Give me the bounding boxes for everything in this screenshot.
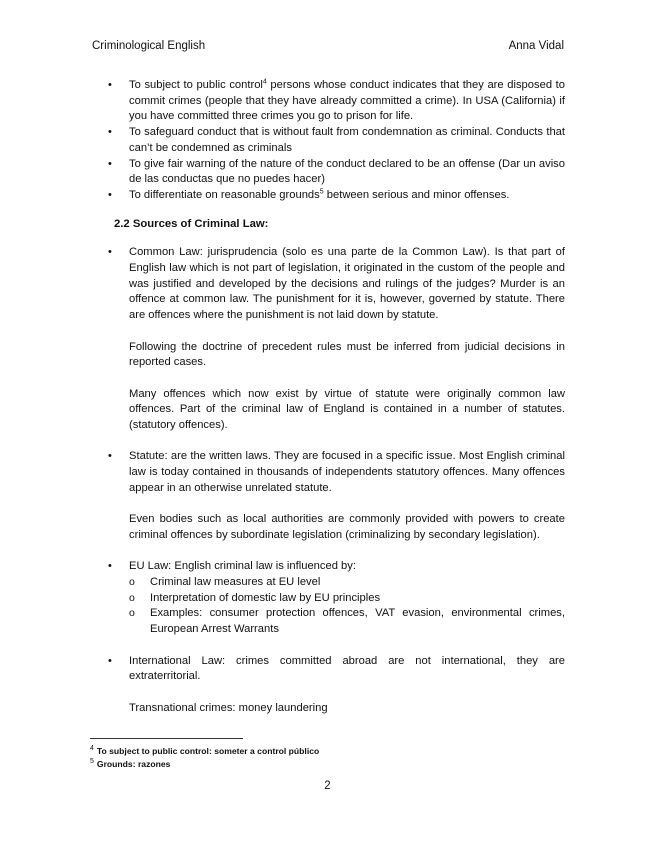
common-law-statutory: Many offences which now exist by virtue of statute were originally common law offences. Part of the criminal law of England is contained in a number of statutes. (statutory offences). — [129, 387, 565, 432]
statute-text: • Statute: are the written laws. They are focused in a specific issue. Most English criminal law is today contained in thousands of independents statutory offences. Many offences appear in an otherwise unrelated statute. — [129, 450, 565, 494]
list-item-international-law — [108, 654, 565, 717]
page-body — [108, 78, 565, 716]
footnote-ref[interactable]: 5 — [319, 188, 324, 196]
footnote-5: $^5$ Grounds: razones — [90, 758, 171, 769]
page-number: 2 — [324, 780, 331, 792]
statute-subordinate: Even bodies such as local authorities are commonly provided with powers to create criminal offences by subordinate legislation (criminalizing by secondary legislation). — [129, 513, 565, 541]
header-title: Criminological English — [92, 40, 206, 52]
aims-list — [108, 78, 565, 204]
list-item-eu-law — [108, 559, 565, 653]
eu-law-sublist — [129, 575, 565, 638]
list-item-statute — [108, 449, 565, 559]
footnote-divider — [90, 738, 243, 739]
international-law-text: • International Law: crimes committed abroad are not international, they are extraterritorial. — [129, 654, 565, 683]
list-item: • To safeguard conduct that is without fault from condemnation as criminal. Conducts that can’t be condemned as criminals — [108, 125, 565, 156]
section-heading: 2.2 Sources of Criminal Law: — [114, 217, 269, 230]
list-item: • To give fair warning of the nature of the conduct declared to be an offense (Dar un aviso de las conductas que no puedes hacer) — [108, 157, 565, 188]
list-item: • To subject to public control$^4$ persons whose conduct indicates that they are disposed to commit crimes (people that they have already committed a crime). In USA (California) if you have committed three crimes you go to prison for life. — [108, 78, 565, 125]
list-item: • To differentiate on reasonable grounds$^5$ between serious and minor offenses. — [108, 188, 565, 204]
sub-list-item: o Interpretation of domestic law by EU principles — [129, 591, 565, 607]
common-law-text: • Common Law: jurisprudencia (solo es una parte de la Common Law). Is that part of English law which is not part of legislation, it originated in the custom of the people and was justified and developed by the decisions and rulings of the judges? Murder is an offence at common law. The punishment for it is, however, governed by statute. There are offences where the punishment is not laid down by statute. — [129, 246, 565, 322]
transnational-crimes: Transnational crimes: money laundering — [129, 701, 328, 714]
sub-list-item: o Examples: consumer protection offences, VAT evasion, environmental crimes, European Arrest Warrants — [129, 606, 565, 637]
eu-law-text: • EU Law: English criminal law is influenced by: — [129, 560, 356, 573]
footnote-4: $^4$ To subject to public control: someter a control público — [90, 745, 320, 756]
sources-list — [108, 245, 565, 716]
common-law-precedent: Following the doctrine of precedent rules must be inferred from judicial decisions in reported cases. — [129, 340, 565, 369]
header-author: Anna Vidal — [508, 40, 564, 52]
footnote-ref[interactable]: 4 — [262, 78, 267, 86]
list-item-common-law — [108, 245, 565, 449]
sub-list-item: o Criminal law measures at EU level — [129, 575, 565, 591]
